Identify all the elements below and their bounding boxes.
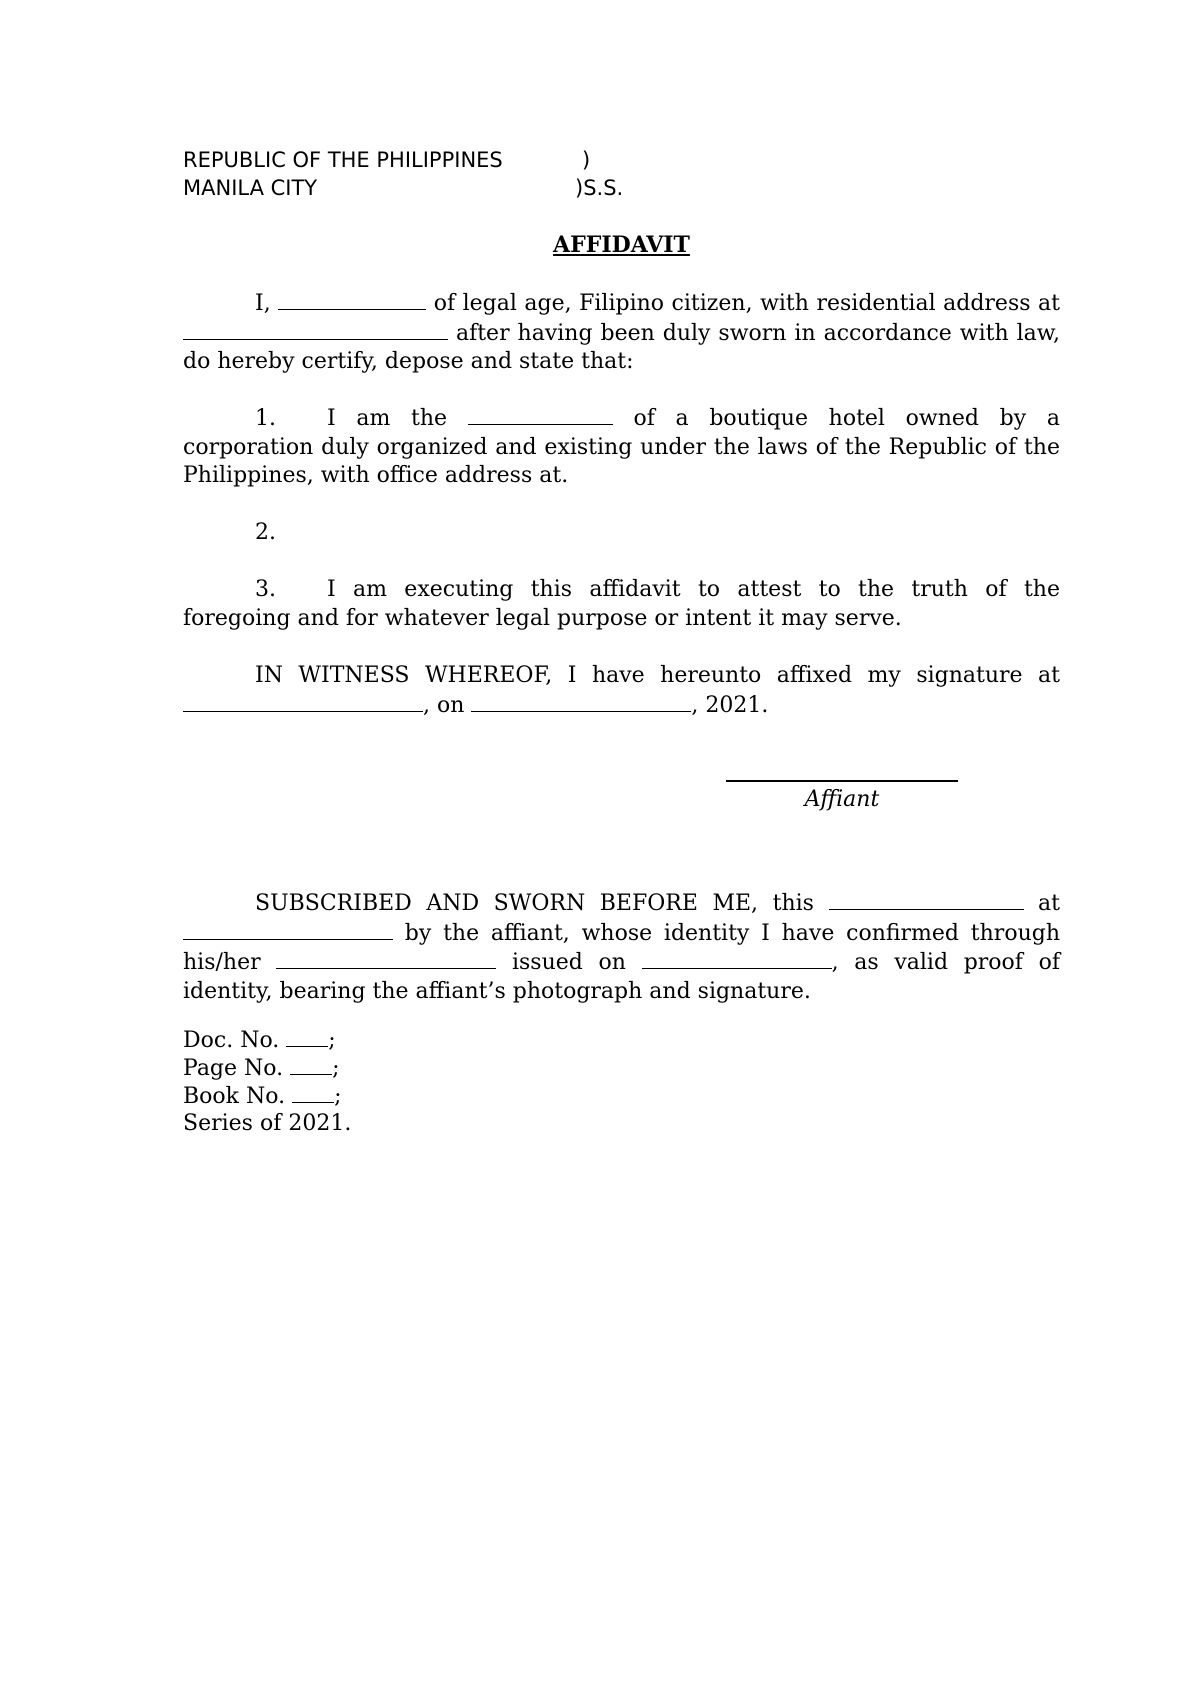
intro-paragraph [183, 289, 1060, 377]
caption-ss: )S.S. [575, 176, 624, 200]
venue-caption [183, 146, 624, 202]
doc-no-label: Doc. No. [183, 1028, 280, 1053]
notarial-register [183, 1026, 351, 1138]
caption-city: MANILA CITY [183, 176, 318, 200]
jurat-place-blank [183, 919, 393, 940]
id-type-blank [276, 948, 496, 969]
jurat-text-5: , as valid proof of identity, bearing the affiant’s photograph and signature. [183, 950, 1060, 1004]
jurat-text-3: by the affiant, whose identity I have confirmed through his/her [183, 920, 1060, 975]
caption-country: REPUBLIC OF THE PHILIPPINES [183, 148, 503, 172]
page-no-label: Page No. [183, 1056, 284, 1081]
position-blank [468, 404, 613, 425]
doc-no-end: ; [328, 1028, 336, 1053]
jurat-date-blank [829, 889, 1024, 910]
item-1-paragraph [183, 404, 1060, 491]
jurat-text-4: issued on [496, 950, 642, 975]
witness-paragraph [183, 662, 1060, 720]
doc-no-line [183, 1026, 351, 1054]
item-2-number: 2. [255, 520, 276, 545]
item-3-paragraph [183, 576, 1060, 633]
caption-row-city [183, 174, 624, 202]
item-1-number: 1. [255, 406, 276, 431]
witness-text-1: IN WITNESS WHEREOF, I have hereunto affixed my signature at [255, 663, 1060, 688]
book-no-end: ; [334, 1084, 342, 1109]
jurat-text-1: SUBSCRIBED AND SWORN BEFORE ME, this [255, 891, 829, 916]
book-no-line [183, 1082, 351, 1110]
intro-start: I, [255, 291, 271, 316]
jurat-text-2: at [1023, 891, 1061, 916]
caption-row-country [183, 146, 591, 174]
page-no-blank [290, 1054, 332, 1075]
caption-paren: ) [582, 148, 591, 172]
witness-text-3: , 2021. [691, 692, 769, 718]
item-3-text: I am executing this affidavit to attest to the truth of the foregoing and for whatever legal purpose or intent it may serve. [183, 577, 1060, 631]
item-3-number: 3. [255, 577, 276, 602]
affiant-signature-line [726, 780, 958, 814]
book-no-blank [292, 1082, 334, 1103]
jurat-paragraph [183, 889, 1060, 1006]
series-line: Series of 2021. [183, 1111, 352, 1136]
date-blank [471, 691, 691, 712]
place-blank [183, 691, 423, 712]
page-no-end: ; [332, 1056, 340, 1081]
witness-text-2: , on [423, 692, 472, 718]
item-2-paragraph [183, 519, 1060, 548]
doc-no-blank [286, 1026, 328, 1047]
item-1-text-2: of a boutique hotel owned by a corporation duly organized and existing under the laws of the Republic of the Philippines, with office address at. [183, 406, 1060, 488]
name-blank [278, 289, 426, 310]
book-no-label: Book No. [183, 1084, 286, 1109]
id-issue-date-blank [642, 948, 832, 969]
page-no-line [183, 1054, 351, 1082]
document-title: AFFIDAVIT [553, 232, 690, 258]
intro-text-2: after having been duly sworn in accordance with law, do hereby certify, depose and state that: [183, 320, 1060, 374]
intro-text-1: of legal age, Filipino citizen, with residential address at [426, 291, 1060, 316]
affiant-label: Affiant [804, 787, 880, 812]
item-1-text-1: I am the [327, 406, 468, 431]
address-blank [183, 319, 448, 340]
